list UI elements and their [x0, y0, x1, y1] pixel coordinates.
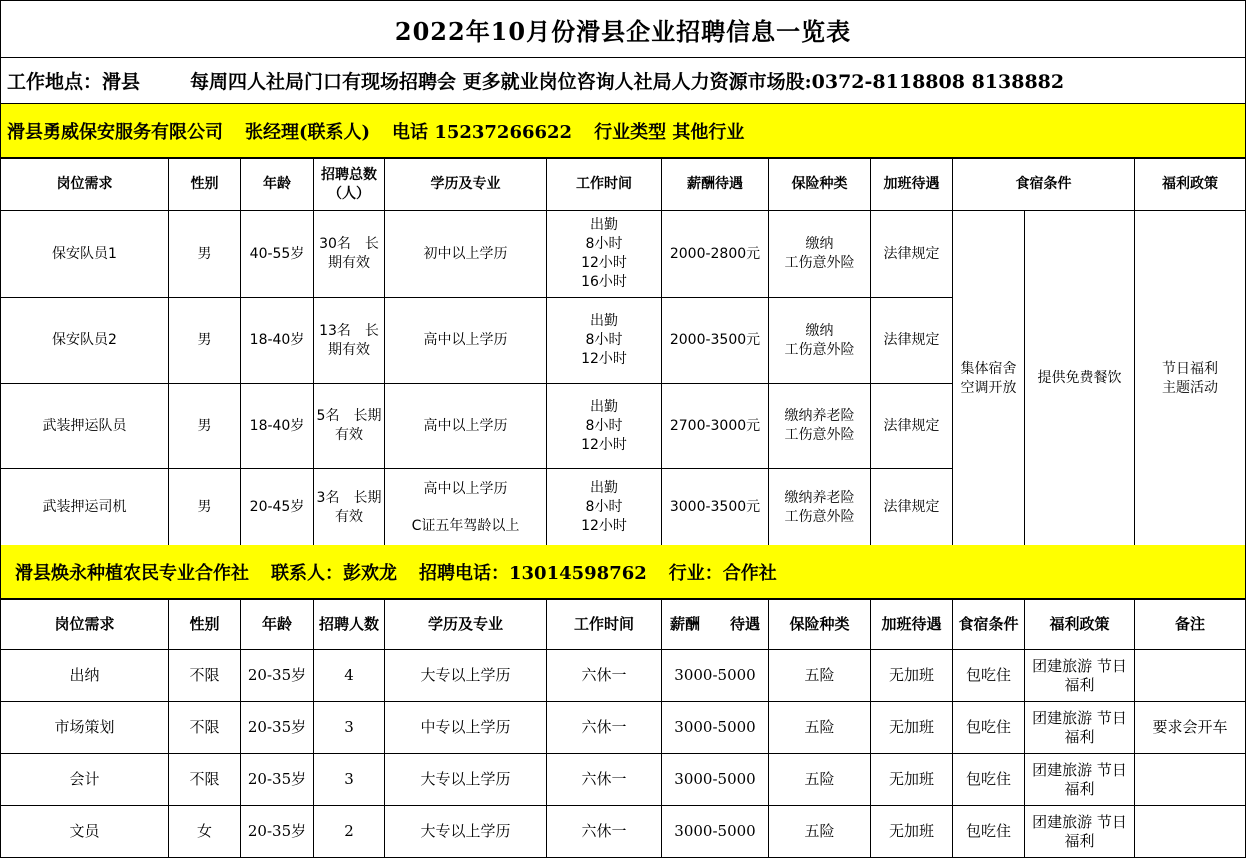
header-cell[interactable]: 性别 — [169, 600, 241, 650]
cell-welfare[interactable]: 团建旅游 节日福利 — [1025, 650, 1135, 702]
cell-gender[interactable]: 男 — [169, 469, 241, 547]
cell-age[interactable]: 20-35岁 — [241, 754, 314, 806]
insurance-line: 工伤意外险 — [784, 508, 855, 525]
cell-age[interactable]: 18-40岁 — [241, 384, 314, 469]
header-cell[interactable]: 薪酬待遇 — [662, 159, 769, 211]
recruitment-notice: 每周四人社局门口有现场招聘会 更多就业岗位咨询人社局人力资源市场股:0372-8118808 8138882 — [190, 71, 1065, 93]
cell-overtime[interactable]: 无加班 — [871, 754, 953, 806]
cell-salary[interactable]: 3000-5000 — [662, 702, 769, 754]
cell-salary[interactable]: 3000-5000 — [662, 650, 769, 702]
hours-line: 8小时 — [585, 499, 623, 515]
company-header-2[interactable] — [0, 545, 1246, 599]
cell-post[interactable]: 武装押运队员 — [1, 384, 169, 469]
table-header-row — [1, 159, 1246, 211]
cell-count[interactable]: 3名 长期有效 — [314, 469, 385, 547]
insurance-line: 缴纳 — [805, 322, 834, 339]
hours-line: 出勤 — [590, 313, 618, 329]
cell-post[interactable]: 保安队员1 — [1, 211, 169, 298]
header-cell[interactable]: 招聘总数（人） — [314, 159, 385, 211]
company-phone: 招聘电话：13014598762 — [419, 562, 647, 584]
cell-insurance[interactable] — [769, 384, 871, 469]
cell-lodging[interactable]: 包吃住 — [953, 806, 1025, 858]
header-cell[interactable]: 学历及专业 — [385, 159, 547, 211]
cell-insurance[interactable]: 五险 — [769, 650, 871, 702]
cell-post[interactable]: 武装押运司机 — [1, 469, 169, 547]
cell-insurance[interactable] — [769, 298, 871, 384]
header-cell[interactable]: 福利政策 — [1025, 600, 1135, 650]
sheet-title[interactable]: 2022年10月份滑县企业招聘信息一览表 — [0, 0, 1246, 58]
cell-age[interactable]: 18-40岁 — [241, 298, 314, 384]
cell-education[interactable]: 高中以上学历 — [385, 384, 547, 469]
cell-welfare[interactable]: 团建旅游 节日福利 — [1025, 702, 1135, 754]
cell-education[interactable]: 初中以上学历 — [385, 211, 547, 298]
cell-age[interactable]: 20-35岁 — [241, 806, 314, 858]
company-header-1[interactable] — [0, 104, 1246, 158]
cell-hours[interactable] — [547, 211, 662, 298]
cell-salary[interactable]: 3000-5000 — [662, 806, 769, 858]
hours-line: 12小时 — [581, 255, 627, 271]
cell-insurance[interactable]: 五险 — [769, 702, 871, 754]
header-cell[interactable]: 保险种类 — [769, 600, 871, 650]
cell-salary[interactable]: 2700-3000元 — [662, 384, 769, 469]
cell-salary[interactable]: 3000-5000 — [662, 754, 769, 806]
insurance-line: 缴纳养老险 — [784, 489, 855, 506]
company-industry: 行业：合作社 — [668, 562, 777, 584]
welfare-line: 节日福利 — [1162, 360, 1218, 377]
cell-note[interactable]: 要求会开车 — [1135, 702, 1246, 754]
cell-post[interactable]: 保安队员2 — [1, 298, 169, 384]
hours-line: 出勤 — [590, 217, 618, 233]
insurance-line: 工伤意外险 — [784, 255, 855, 271]
lodging-line: 空调开放 — [960, 379, 1017, 396]
cell-note[interactable] — [1135, 754, 1246, 806]
cell-welfare[interactable]: 团建旅游 节日福利 — [1025, 754, 1135, 806]
work-location: 工作地点：滑县 — [7, 71, 141, 93]
cell-overtime[interactable]: 法律规定 — [871, 384, 953, 469]
header-cell[interactable]: 食宿条件 — [953, 600, 1025, 650]
company-industry: 行业类型 其他行业 — [594, 121, 745, 143]
education-line: 高中以上学历 — [423, 480, 508, 497]
welfare-line: 主题活动 — [1162, 379, 1218, 396]
cell-note[interactable] — [1135, 650, 1246, 702]
cell-welfare[interactable]: 团建旅游 节日福利 — [1025, 806, 1135, 858]
cell-insurance[interactable] — [769, 211, 871, 298]
cell-count[interactable]: 3 — [314, 754, 385, 806]
cell-hours[interactable]: 六休一 — [547, 702, 662, 754]
hours-line: 8小时 — [585, 332, 623, 348]
location-bar[interactable] — [0, 58, 1246, 104]
cell-gender[interactable]: 不限 — [169, 754, 241, 806]
header-cell[interactable]: 年龄 — [241, 600, 314, 650]
header-cell[interactable]: 招聘人数 — [314, 600, 385, 650]
cell-post[interactable]: 文员 — [1, 806, 169, 858]
cell-insurance[interactable] — [769, 469, 871, 547]
job-table-1 — [0, 158, 1246, 547]
insurance-line: 工伤意外险 — [784, 341, 855, 358]
cell-count[interactable]: 4 — [314, 650, 385, 702]
cell-overtime[interactable]: 无加班 — [871, 702, 953, 754]
company-name: 滑县勇威保安服务有限公司 — [7, 121, 223, 143]
company-name: 滑县焕永种植农民专业合作社 — [15, 562, 249, 584]
insurance-line: 缴纳养老险 — [784, 408, 855, 424]
cell-gender[interactable]: 不限 — [169, 702, 241, 754]
cell-hours[interactable]: 六休一 — [547, 754, 662, 806]
hours-line: 16小时 — [581, 274, 627, 290]
cell-overtime[interactable]: 无加班 — [871, 650, 953, 702]
job-table-2 — [0, 599, 1246, 858]
header-cell[interactable]: 食宿条件 — [953, 159, 1135, 211]
header-cell[interactable]: 加班待遇 — [871, 600, 953, 650]
education-line: C证五年驾龄以上 — [411, 517, 520, 534]
cell-lodging[interactable] — [953, 211, 1025, 547]
header-cell[interactable]: 福利政策 — [1135, 159, 1246, 211]
hours-line: 12小时 — [581, 518, 627, 534]
cell-insurance[interactable]: 五险 — [769, 806, 871, 858]
header-cell[interactable]: 性别 — [169, 159, 241, 211]
cell-hours[interactable]: 六休一 — [547, 806, 662, 858]
header-cell[interactable]: 保险种类 — [769, 159, 871, 211]
cell-meals[interactable]: 提供免费餐饮 — [1025, 211, 1135, 547]
cell-lodging[interactable]: 包吃住 — [953, 754, 1025, 806]
cell-age[interactable]: 20-45岁 — [241, 469, 314, 547]
cell-hours[interactable] — [547, 469, 662, 547]
cell-count[interactable]: 5名 长期有效 — [314, 384, 385, 469]
cell-hours[interactable] — [547, 384, 662, 469]
cell-insurance[interactable]: 五险 — [769, 754, 871, 806]
hours-line: 12小时 — [581, 351, 627, 367]
header-cell[interactable]: 加班待遇 — [871, 159, 953, 211]
cell-lodging[interactable]: 包吃住 — [953, 702, 1025, 754]
cell-gender[interactable]: 女 — [169, 806, 241, 858]
header-cell[interactable]: 岗位需求 — [1, 600, 169, 650]
cell-gender[interactable]: 男 — [169, 384, 241, 469]
lodging-line: 集体宿舍 — [960, 360, 1017, 377]
table-row — [1, 702, 1246, 754]
cell-hours[interactable] — [547, 298, 662, 384]
cell-count[interactable]: 3 — [314, 702, 385, 754]
cell-education[interactable]: 大专以上学历 — [385, 650, 547, 702]
hours-line: 8小时 — [585, 236, 623, 252]
cell-hours[interactable]: 六休一 — [547, 650, 662, 702]
header-cell[interactable]: 备注 — [1135, 600, 1246, 650]
cell-gender[interactable]: 男 — [169, 298, 241, 384]
cell-salary[interactable]: 2000-3500元 — [662, 298, 769, 384]
cell-post[interactable]: 市场策划 — [1, 702, 169, 754]
cell-age[interactable]: 20-35岁 — [241, 702, 314, 754]
cell-gender[interactable]: 男 — [169, 211, 241, 298]
cell-lodging[interactable]: 包吃住 — [953, 650, 1025, 702]
hours-line: 12小时 — [581, 436, 627, 453]
table-header-row — [1, 600, 1246, 650]
header-cell[interactable]: 工作时间 — [547, 159, 662, 211]
cell-education[interactable]: 大专以上学历 — [385, 806, 547, 858]
cell-overtime[interactable]: 法律规定 — [871, 469, 953, 547]
table-row — [1, 806, 1246, 858]
cell-education[interactable]: 高中以上学历 — [385, 298, 547, 384]
hours-line: 出勤 — [590, 398, 618, 415]
cell-overtime[interactable]: 法律规定 — [871, 298, 953, 384]
header-cell[interactable]: 年龄 — [241, 159, 314, 211]
cell-education[interactable] — [385, 469, 547, 547]
cell-salary[interactable]: 2000-2800元 — [662, 211, 769, 298]
company-contact: 张经理(联系人) — [245, 121, 371, 143]
cell-note[interactable] — [1135, 806, 1246, 858]
cell-overtime[interactable]: 法律规定 — [871, 211, 953, 298]
cell-age[interactable]: 40-55岁 — [241, 211, 314, 298]
cell-salary[interactable]: 3000-3500元 — [662, 469, 769, 547]
table-row — [1, 650, 1246, 702]
cell-count[interactable]: 13名 长期有效 — [314, 298, 385, 384]
table-row — [1, 211, 1246, 298]
cell-overtime[interactable]: 无加班 — [871, 806, 953, 858]
cell-age[interactable]: 20-35岁 — [241, 650, 314, 702]
hours-line: 出勤 — [590, 480, 618, 496]
header-cell[interactable]: 工作时间 — [547, 600, 662, 650]
cell-education[interactable]: 大专以上学历 — [385, 754, 547, 806]
cell-count[interactable]: 2 — [314, 806, 385, 858]
header-cell[interactable]: 薪酬 待遇 — [662, 600, 769, 650]
cell-gender[interactable]: 不限 — [169, 650, 241, 702]
table-row — [1, 754, 1246, 806]
insurance-line: 缴纳 — [805, 236, 834, 252]
hours-line: 8小时 — [585, 417, 623, 434]
company-phone: 电话 15237266622 — [392, 121, 573, 143]
cell-welfare[interactable] — [1135, 211, 1246, 547]
header-cell[interactable]: 岗位需求 — [1, 159, 169, 211]
company-contact: 联系人：彭欢龙 — [271, 562, 397, 584]
header-cell[interactable]: 学历及专业 — [385, 600, 547, 650]
insurance-line: 工伤意外险 — [784, 427, 855, 443]
cell-post[interactable]: 会计 — [1, 754, 169, 806]
cell-education[interactable]: 中专以上学历 — [385, 702, 547, 754]
cell-count[interactable]: 30名 长期有效 — [314, 211, 385, 298]
cell-post[interactable]: 出纳 — [1, 650, 169, 702]
